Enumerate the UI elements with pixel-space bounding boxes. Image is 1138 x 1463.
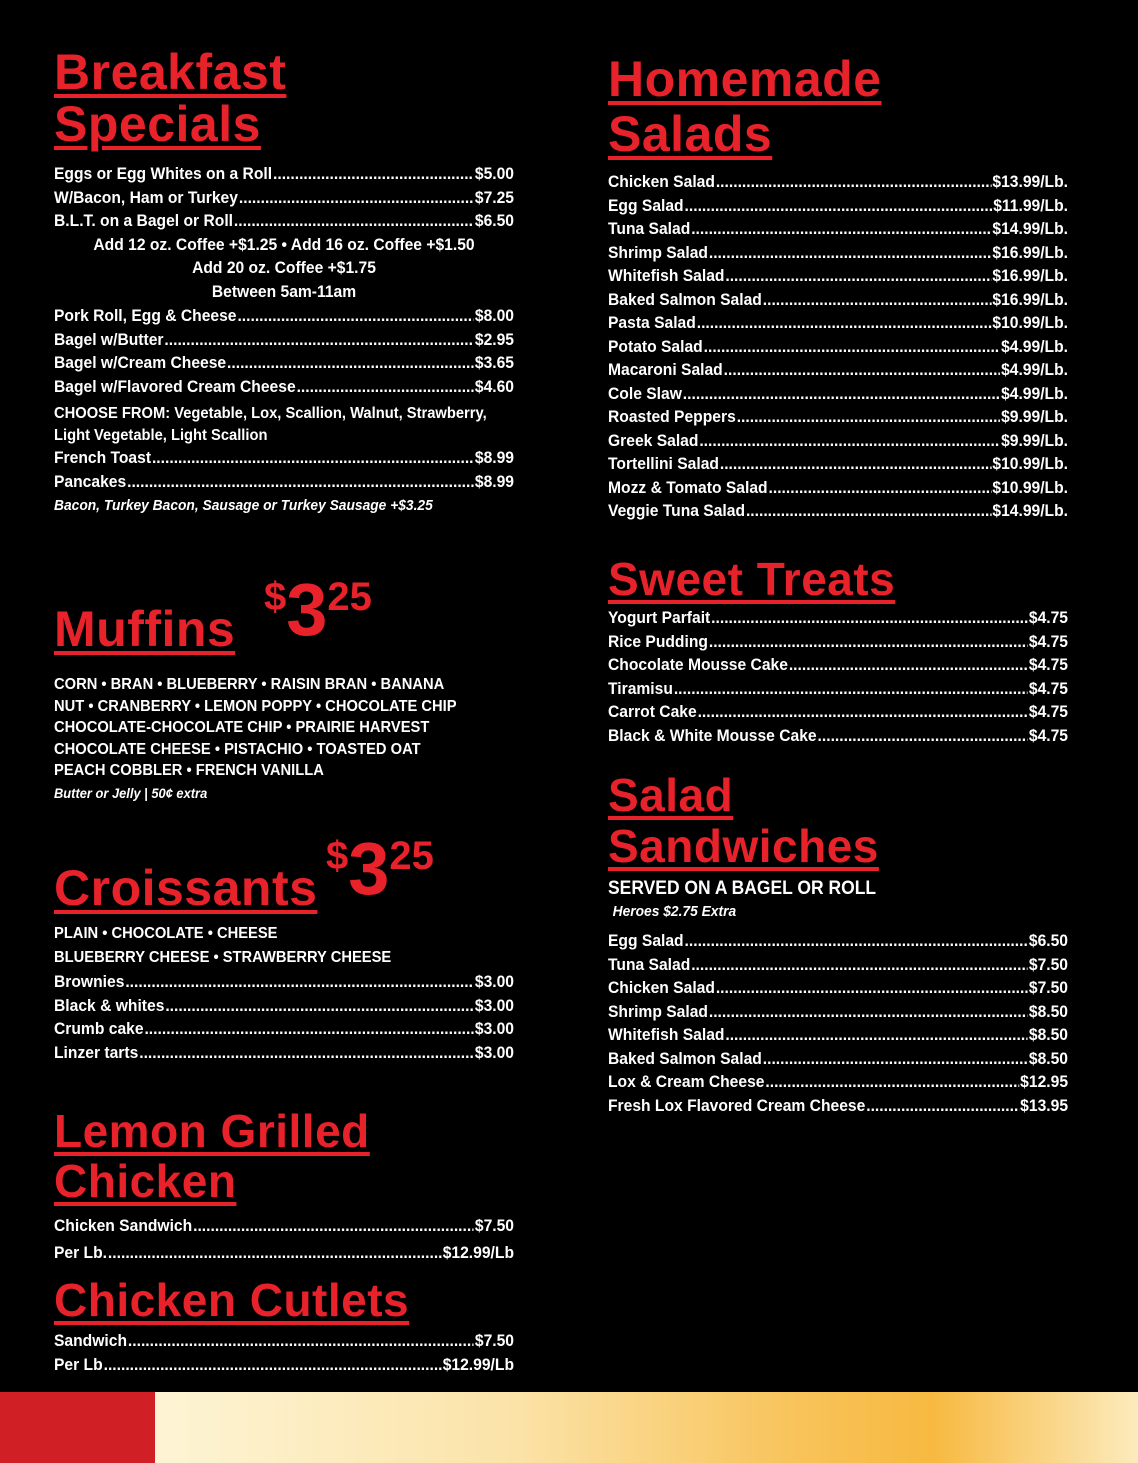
- menu-item-price: $4.75: [1028, 631, 1069, 651]
- menu-item-price: $3.00: [474, 995, 515, 1015]
- menu-item-price: $7.50: [1028, 978, 1069, 997]
- menu-item-row: [608, 1000, 1068, 1024]
- menu-item-price: $4.75: [1028, 725, 1069, 745]
- dot-leader: [725, 1023, 1028, 1046]
- menu-item-name: Bagel w/Cream Cheese: [54, 353, 227, 372]
- menu-item-price: $4.99/Lb.: [1001, 360, 1069, 379]
- croissants-list: [54, 922, 514, 1064]
- dot-leader: [789, 653, 1028, 676]
- dot-leader: [193, 1214, 474, 1237]
- menu-item-name: Linzer tarts: [54, 1042, 139, 1062]
- menu-item-price: $7.50: [474, 1331, 515, 1350]
- dot-leader: [720, 452, 992, 475]
- dot-leader: [763, 1047, 1028, 1070]
- choose-line-1: CHOOSE FROM: Vegetable, Lox, Scallion, Walnut, Strawberry,: [54, 405, 487, 422]
- coffee-note-2: Add 20 oz. Coffee +$1.75: [192, 258, 376, 277]
- menu-item-price: $12.99/Lb: [442, 1354, 515, 1374]
- dot-leader: [127, 470, 474, 493]
- croissants-price-cents: 25: [389, 834, 434, 878]
- lemon-chicken-title: [54, 1106, 370, 1206]
- menu-item-row: [608, 724, 1068, 748]
- menu-item-price: $3.00: [474, 972, 515, 991]
- menu-item-row: [608, 953, 1068, 977]
- muffins-extra-note: Butter or Jelly | 50¢ extra: [54, 784, 208, 801]
- menu-item-row: [54, 351, 514, 375]
- dot-leader: [765, 1070, 1019, 1093]
- menu-item-row: [608, 194, 1068, 218]
- footer-red-block: [0, 1392, 155, 1463]
- menu-item-price: $3.00: [474, 1019, 515, 1038]
- menu-item-row: [608, 429, 1068, 453]
- menu-item-name: Egg Salad: [608, 195, 684, 215]
- menu-item-price: $6.50: [474, 211, 515, 230]
- menu-item-name: Pasta Salad: [608, 313, 696, 332]
- menu-item-name: Bagel w/Flavored Cream Cheese: [54, 376, 296, 396]
- muffins-flavors: [54, 674, 514, 804]
- salads-title-line1: Homemade: [608, 51, 882, 107]
- sweets-title: Sweet Treats: [608, 553, 896, 605]
- menu-item-price: $7.50: [474, 1216, 515, 1235]
- menu-item-row: [54, 1329, 514, 1353]
- dot-leader: [769, 476, 992, 499]
- menu-item-price: $4.75: [1028, 608, 1069, 627]
- menu-item-row: [54, 209, 514, 233]
- dot-leader: [152, 446, 474, 469]
- menu-item-price: $4.75: [1028, 655, 1069, 674]
- menu-item-name: Whitefish Salad: [608, 1025, 725, 1044]
- footer-band: [0, 1392, 1138, 1463]
- dot-leader: [697, 311, 992, 334]
- heroes-note: Heroes $2.75 Extra: [612, 903, 737, 920]
- menu-item-price: $8.99: [474, 448, 515, 467]
- dot-leader: [709, 241, 992, 264]
- dot-leader: [239, 186, 474, 209]
- menu-item-price: $7.25: [474, 187, 515, 207]
- dot-leader: [104, 1353, 442, 1376]
- menu-item-name: Tiramisu: [608, 678, 673, 698]
- dot-leader: [685, 194, 993, 217]
- menu-item-name: French Toast: [54, 448, 152, 467]
- menu-item-price: $4.99/Lb.: [1001, 336, 1069, 356]
- coffee-note-1: Add 12 oz. Coffee +$1.25 • Add 16 oz. Coffee +$1.50: [93, 234, 475, 254]
- menu-item-row: [608, 170, 1068, 194]
- menu-item-price: $12.95: [1020, 1072, 1069, 1091]
- muffin-flavor-line: PEACH COBBLER • FRENCH VANILLA: [54, 762, 324, 779]
- menu-item-row: [608, 358, 1068, 382]
- dot-leader: [683, 382, 1000, 405]
- menu-item-price: $7.50: [1028, 954, 1069, 974]
- menu-item-name: Carrot Cake: [608, 702, 697, 721]
- dot-leader: [709, 630, 1028, 653]
- salads-list: [608, 170, 1068, 523]
- dot-leader: [125, 970, 474, 993]
- menu-item-price: $9.99/Lb.: [1001, 407, 1069, 426]
- menu-item-row: [608, 264, 1068, 288]
- muffins-price-currency: $: [264, 575, 287, 619]
- croissant-flavor-line: PLAIN • CHOCOLATE • CHEESE: [54, 925, 278, 942]
- menu-item-row: [54, 1017, 514, 1041]
- menu-item-price: $4.99/Lb.: [1001, 383, 1069, 403]
- menu-item-name: Rice Pudding: [608, 631, 708, 651]
- dot-leader: [227, 351, 474, 374]
- menu-item-name: Potato Salad: [608, 336, 703, 356]
- menu-item-name: Cole Slaw: [608, 383, 682, 403]
- menu-item-price: $4.75: [1028, 678, 1069, 698]
- muffins-price-main: 3: [286, 568, 328, 651]
- menu-item-name: Black & whites: [54, 995, 165, 1015]
- menu-item-price: $10.99/Lb.: [992, 477, 1069, 497]
- menu-item-name: Crumb cake: [54, 1019, 144, 1038]
- menu-item-name: Chocolate Mousse Cake: [608, 655, 788, 674]
- menu-item-price: $16.99/Lb.: [992, 242, 1069, 262]
- dot-leader: [691, 217, 991, 240]
- lemon-chicken-title-line1: Lemon Grilled: [54, 1105, 370, 1157]
- menu-item-price: $8.50: [1028, 1001, 1069, 1021]
- salad-sandwiches-title-line1: Salad: [608, 769, 734, 821]
- menu-item-price: $3.00: [474, 1042, 515, 1062]
- menu-item-row: [608, 241, 1068, 265]
- dot-leader: [139, 1041, 474, 1064]
- menu-item-row: [608, 1047, 1068, 1071]
- cutlets-title: Chicken Cutlets: [54, 1274, 410, 1326]
- muffin-flavor-line: CHOCOLATE-CHOCOLATE CHIP • PRAIRIE HARVEST: [54, 719, 430, 736]
- dot-leader: [108, 1241, 442, 1264]
- menu-item-name: Mozz & Tomato Salad: [608, 477, 768, 497]
- breakfast-title-line1: Breakfast: [54, 44, 287, 100]
- dot-leader: [716, 976, 1028, 999]
- menu-item-name: Greek Salad: [608, 430, 699, 450]
- menu-item-price: $6.50: [1028, 931, 1069, 950]
- dot-leader: [128, 1329, 474, 1352]
- croissant-flavor-line: BLUEBERRY CHEESE • STRAWBERRY CHEESE: [54, 949, 392, 966]
- menu-item-name: Chicken Salad: [608, 978, 715, 997]
- menu-item-row: [54, 446, 514, 470]
- menu-item-price: $4.60: [474, 376, 515, 396]
- menu-item-row: [608, 382, 1068, 406]
- muffin-flavor-line: CORN • BRAN • BLUEBERRY • RAISIN BRAN • BANANA: [54, 676, 445, 693]
- menu-item-row: [608, 311, 1068, 335]
- menu-item-name: Baked Salmon Salad: [608, 1048, 762, 1068]
- menu-item-row: [54, 470, 514, 494]
- dot-leader: [716, 170, 992, 193]
- menu-item-row: [608, 405, 1068, 429]
- menu-item-row: [608, 1094, 1068, 1118]
- dot-leader: [234, 209, 474, 232]
- sweets-list: [608, 606, 1068, 747]
- croissants-price: [326, 827, 434, 910]
- menu-item-price: $11.99/Lb.: [993, 195, 1069, 215]
- breakfast-title: [54, 46, 286, 150]
- dot-leader: [698, 700, 1028, 723]
- menu-item-name: Whitefish Salad: [608, 266, 725, 285]
- dot-leader: [237, 304, 474, 327]
- menu-item-price: $10.99/Lb.: [992, 313, 1069, 332]
- menu-item-price: $3.65: [474, 353, 515, 372]
- menu-item-price: $10.99/Lb.: [992, 454, 1069, 473]
- dot-leader: [709, 1000, 1028, 1023]
- menu-item-name: Roasted Peppers: [608, 407, 736, 426]
- menu-item-name: Per Lb.: [54, 1242, 108, 1262]
- dot-leader: [866, 1094, 1019, 1117]
- dot-leader: [297, 375, 474, 398]
- menu-item-name: Pancakes: [54, 471, 127, 491]
- muffins-price: [264, 568, 372, 651]
- lemon-chicken-list: [54, 1214, 514, 1267]
- menu-item-name: Shrimp Salad: [608, 242, 708, 262]
- menu-item-name: Tuna Salad: [608, 954, 691, 974]
- dot-leader: [737, 405, 1000, 428]
- breakfast-list: [54, 162, 514, 517]
- served-on-note: SERVED ON A BAGEL OR ROLL: [608, 878, 877, 899]
- menu-item-name: Shrimp Salad: [608, 1001, 708, 1021]
- menu-item-name: W/Bacon, Ham or Turkey: [54, 187, 238, 207]
- menu-item-row: [608, 630, 1068, 654]
- menu-item-price: $13.95: [1020, 1095, 1069, 1115]
- muffins-price-cents: 25: [327, 575, 372, 619]
- lemon-chicken-title-line2: Chicken: [54, 1155, 237, 1207]
- salads-title-line2: Salads: [608, 106, 773, 162]
- menu-item-name: Tortellini Salad: [608, 454, 719, 473]
- menu-item-name: Fresh Lox Flavored Cream Cheese: [608, 1095, 866, 1115]
- menu-item-row: [54, 328, 514, 352]
- menu-item-name: Veggie Tuna Salad: [608, 501, 746, 520]
- menu-item-price: $16.99/Lb.: [992, 266, 1069, 285]
- menu-item-name: Lox & Cream Cheese: [608, 1072, 765, 1091]
- salad-sandwiches-title: [608, 770, 879, 872]
- dot-leader: [164, 328, 474, 351]
- muffins-title: Muffins: [54, 601, 236, 657]
- croissants-title: Croissants: [54, 860, 318, 916]
- menu-item-price: $8.50: [1028, 1025, 1069, 1044]
- dot-leader: [746, 499, 991, 522]
- menu-item-row: [608, 929, 1068, 953]
- menu-item-row: [54, 375, 514, 399]
- menu-item-row: [54, 1214, 514, 1238]
- menu-item-price: $16.99/Lb.: [992, 289, 1069, 309]
- menu-item-row: [54, 304, 514, 328]
- menu-item-name: Pork Roll, Egg & Cheese: [54, 306, 237, 325]
- muffin-flavor-line: NUT • CRANBERRY • LEMON POPPY • CHOCOLATE CHIP: [54, 697, 457, 715]
- menu-item-row: [608, 217, 1068, 241]
- muffin-flavor-line: CHOCOLATE CHEESE • PISTACHIO • TOASTED OAT: [54, 740, 421, 758]
- menu-item-row: [608, 1023, 1068, 1047]
- dot-leader: [674, 677, 1028, 700]
- dot-leader: [763, 288, 992, 311]
- menu-item-row: [608, 476, 1068, 500]
- dot-leader: [144, 1017, 473, 1040]
- dot-leader: [691, 953, 1028, 976]
- menu-item-price: $9.99/Lb.: [1001, 430, 1069, 450]
- menu-item-name: Eggs or Egg Whites on a Roll: [54, 164, 273, 183]
- menu-item-row: [54, 994, 514, 1018]
- croissants-price-main: 3: [348, 827, 390, 910]
- menu-item-row: [608, 288, 1068, 312]
- choose-line-2: Light Vegetable, Light Scallion: [54, 426, 268, 444]
- menu-item-name: Bagel w/Butter: [54, 329, 164, 349]
- dot-leader: [704, 335, 1000, 358]
- menu-item-price: $5.00: [474, 164, 515, 183]
- menu-item-price: $14.99/Lb.: [992, 219, 1069, 238]
- menu-item-row: [608, 1070, 1068, 1094]
- menu-item-row: [608, 653, 1068, 677]
- menu-item-row: [608, 335, 1068, 359]
- dot-leader: [685, 929, 1028, 952]
- menu-item-row: [608, 452, 1068, 476]
- menu-item-row: [54, 1353, 514, 1377]
- menu-item-price: $13.99/Lb.: [992, 172, 1069, 191]
- menu-item-name: Brownies: [54, 972, 125, 991]
- salad-sandwiches-list: [608, 877, 1068, 1117]
- menu-item-name: Tuna Salad: [608, 219, 691, 238]
- menu-item-name: Yogurt Parfait: [608, 608, 711, 627]
- dot-leader: [165, 994, 474, 1017]
- dot-leader: [818, 724, 1028, 747]
- coffee-note-3: Between 5am-11am: [211, 281, 357, 301]
- menu-item-price: $14.99/Lb.: [992, 501, 1069, 520]
- breakfast-title-line2: Specials: [54, 96, 261, 152]
- menu-item-price: $8.50: [1028, 1048, 1069, 1068]
- salads-title: [608, 52, 882, 162]
- menu-item-name: B.L.T. on a Bagel or Roll: [54, 211, 234, 230]
- menu-item-row: [608, 606, 1068, 630]
- menu-item-name: Chicken Sandwich: [54, 1216, 193, 1235]
- menu-item-row: [54, 162, 514, 186]
- menu-item-row: [54, 1241, 514, 1265]
- menu-item-row: [608, 976, 1068, 1000]
- menu-item-name: Sandwich: [54, 1331, 128, 1350]
- menu-item-row: [54, 186, 514, 210]
- dot-leader: [725, 264, 991, 287]
- menu-item-price: $4.75: [1028, 702, 1069, 721]
- menu-item-row: [608, 499, 1068, 523]
- menu-item-name: Macaroni Salad: [608, 360, 723, 379]
- menu-item-row: [54, 1041, 514, 1065]
- menu-item-price: $12.99/Lb: [442, 1242, 515, 1262]
- menu-item-name: Chicken Salad: [608, 172, 715, 191]
- dot-leader: [273, 162, 474, 185]
- side-note: Bacon, Turkey Bacon, Sausage or Turkey Sausage +$3.25: [54, 497, 433, 514]
- menu-item-row: [608, 677, 1068, 701]
- croissants-price-currency: $: [326, 834, 349, 878]
- menu-item-price: $8.99: [474, 471, 515, 491]
- menu-item-price: $8.00: [474, 306, 515, 325]
- dot-leader: [711, 606, 1028, 629]
- menu-item-name: Per Lb: [54, 1354, 103, 1374]
- menu-item-name: Black & White Mousse Cake: [608, 725, 817, 745]
- salad-sandwiches-title-line2: Sandwiches: [608, 820, 879, 872]
- menu-item-row: [608, 700, 1068, 724]
- menu-item-row: [54, 970, 514, 994]
- menu-item-name: Baked Salmon Salad: [608, 289, 762, 309]
- dot-leader: [724, 358, 1000, 381]
- cutlets-list: [54, 1329, 514, 1376]
- dot-leader: [699, 429, 1000, 452]
- menu-item-name: Egg Salad: [608, 931, 684, 950]
- menu-item-price: $2.95: [474, 329, 515, 349]
